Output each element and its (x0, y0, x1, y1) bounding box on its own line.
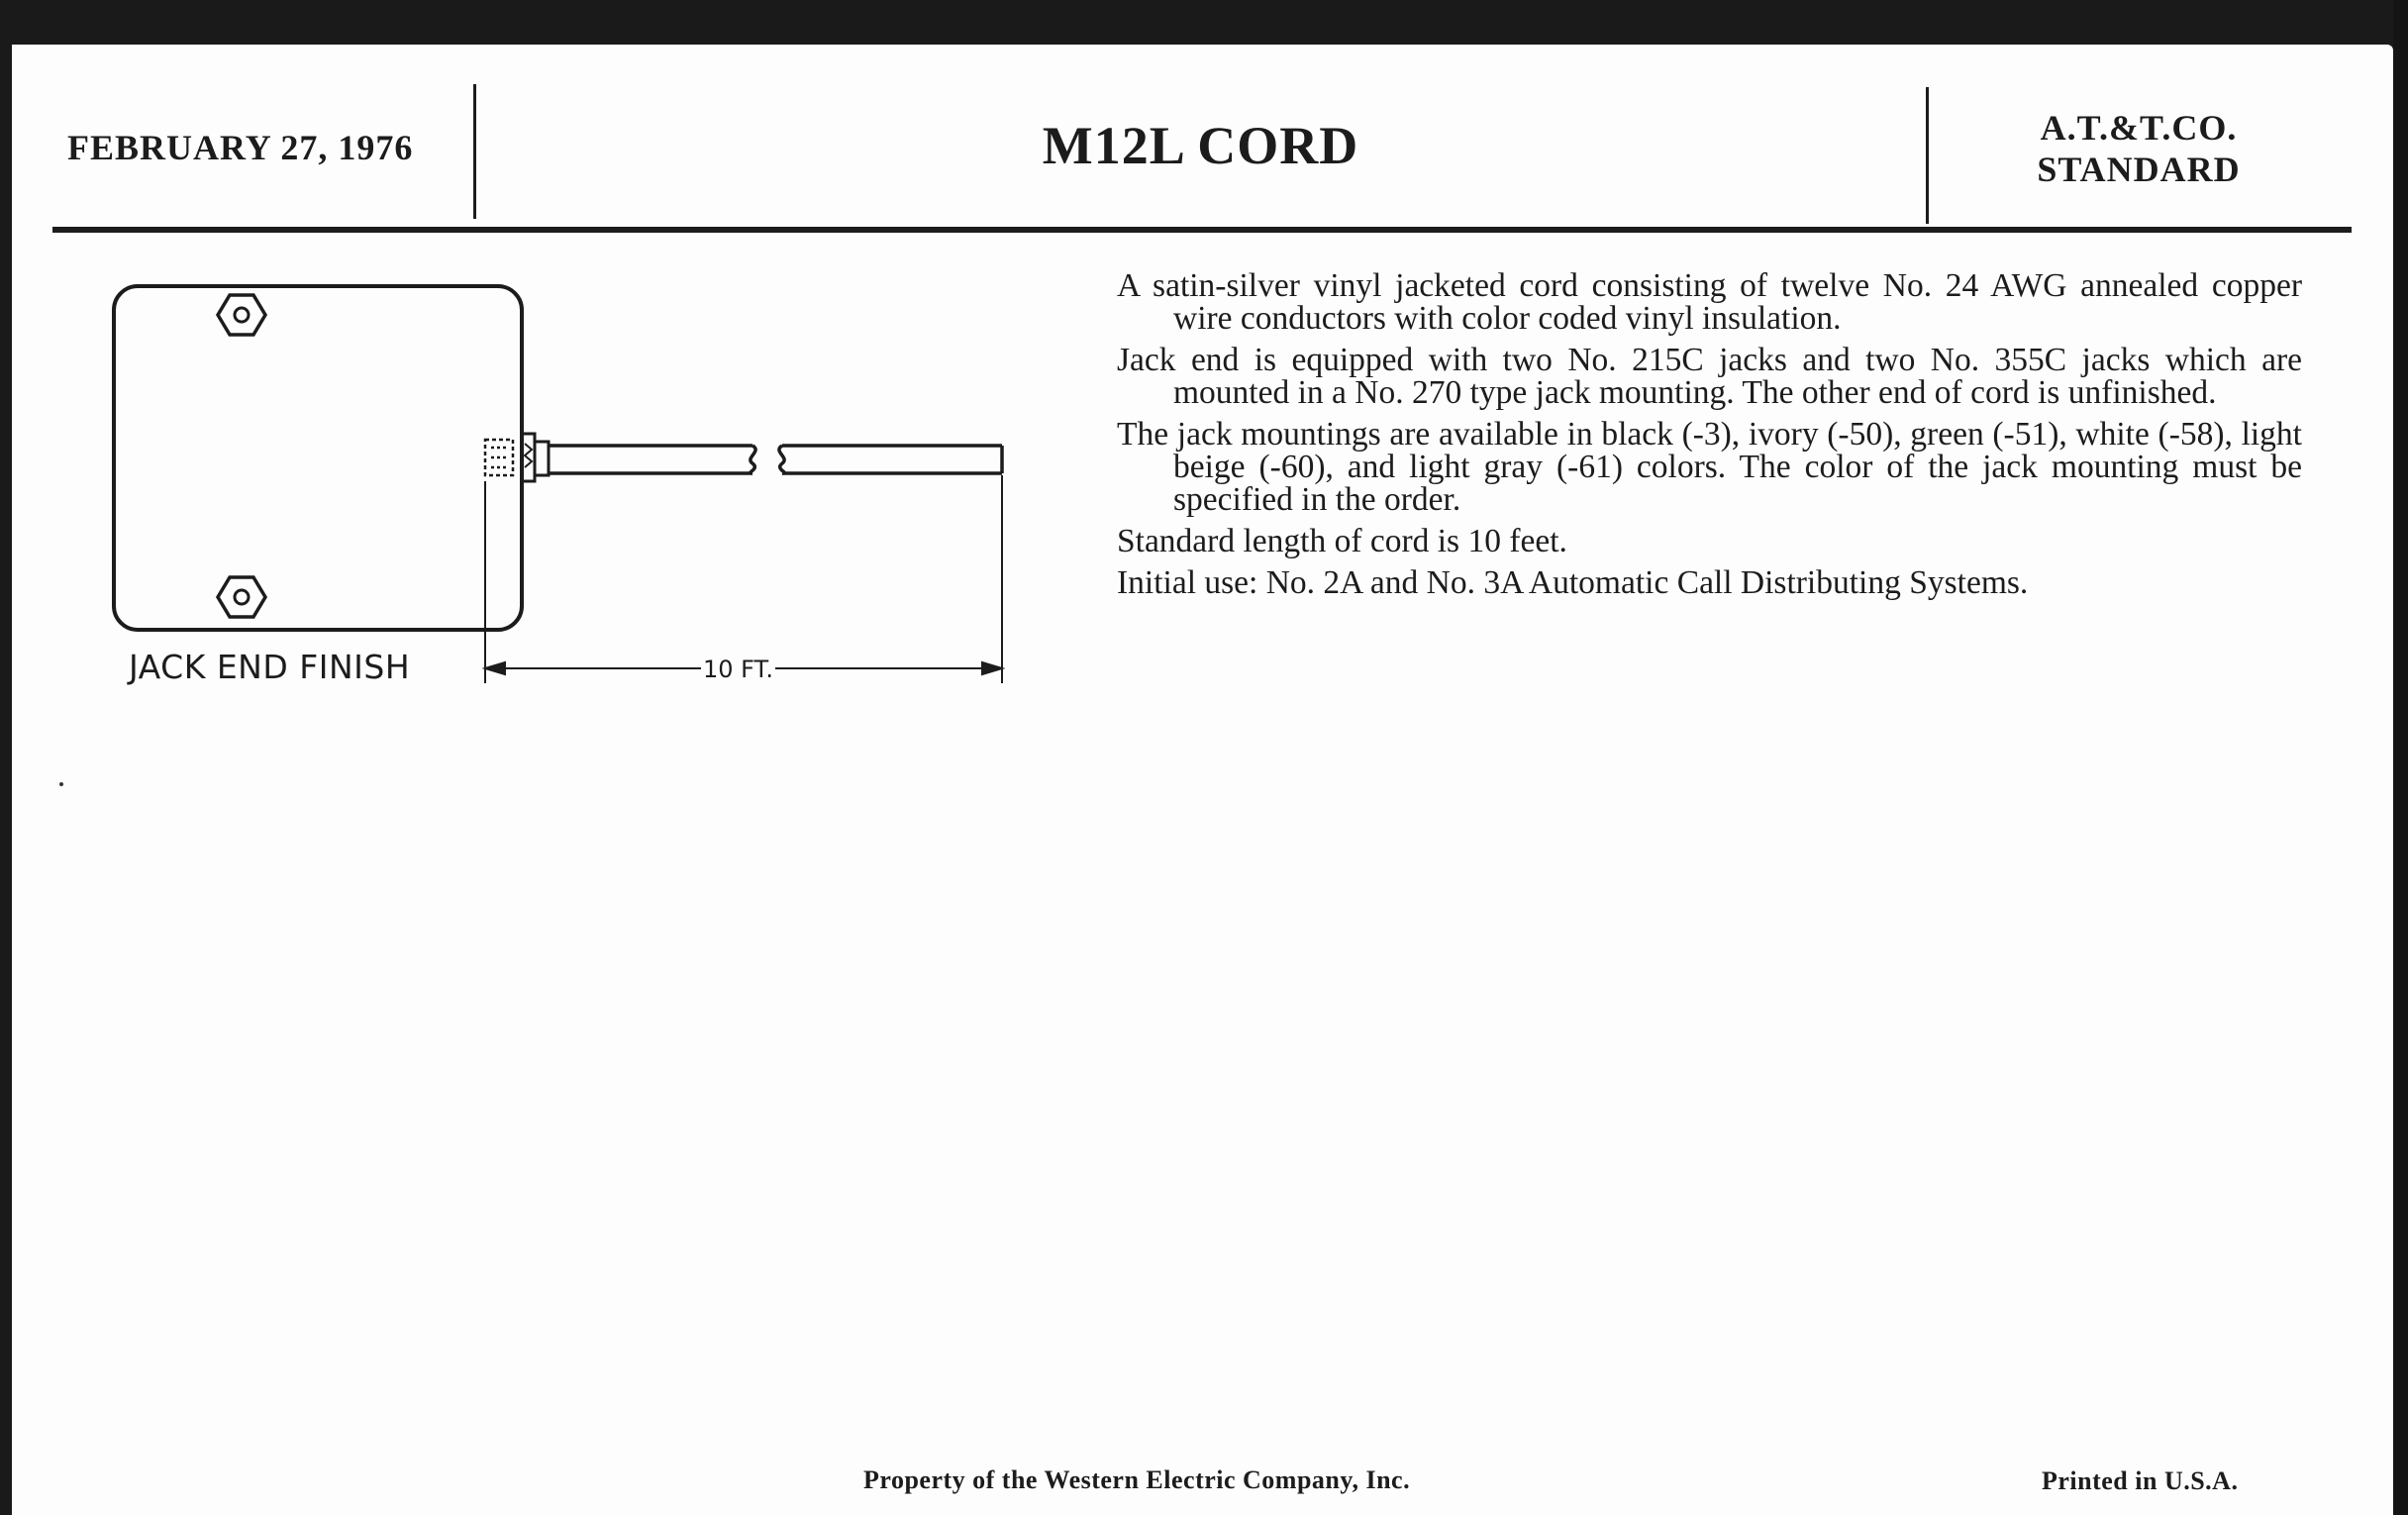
property-notice: Property of the Western Electric Company, Inc. (863, 1465, 1411, 1494)
dimension-line (485, 475, 1002, 683)
mounting-screw-bottom-hole (235, 590, 249, 604)
speck (59, 782, 63, 786)
cord (549, 446, 1002, 473)
header-divider-right (1926, 87, 1929, 224)
cord-strain-relief (485, 434, 549, 481)
description-paragraph: A satin-silver vinyl jacketed cord consisting of twelve No. 24 AWG annealed copper wire conductors with color coded vinyl insulation. (1117, 267, 2302, 337)
mounting-screw-top-hole (235, 308, 249, 322)
description-paragraph: The jack mountings are available in black (-3), ivory (-50), green (-51), white (-58), light beige (-60), and light gray (-61) colors. The color of the jack mounting must be specified in the order. (1117, 416, 2302, 518)
scan-edge (2393, 0, 2408, 1515)
standard-line-2: STANDARD (2037, 150, 2241, 189)
mounting-screw-top (218, 295, 265, 335)
standard-line-1: A.T.&T.CO. (2040, 108, 2238, 148)
issue-date: FEBRUARY 27, 1976 (67, 128, 414, 167)
description-paragraph: Standard length of cord is 10 feet. (1117, 523, 1567, 559)
mounting-screw-bottom (218, 577, 265, 617)
jack-mounting-outline (114, 286, 522, 630)
drawing-caption: JACK END FINISH (129, 648, 411, 686)
description-paragraph: Jack end is equipped with two No. 215C jacks and two No. 355C jacks which are mounted in a No. 270 type jack mounting. The other end of cord is unfinished. (1117, 342, 2302, 411)
dimension-label: 10 FT. (703, 656, 773, 683)
page-title: M12L CORD (1042, 116, 1359, 175)
printed-notice: Printed in U.S.A. (2042, 1466, 2239, 1495)
jack-end-drawing (0, 0, 1089, 753)
description-text (1117, 269, 2302, 608)
description-paragraph: Initial use: No. 2A and No. 3A Automatic Call Distributing Systems. (1117, 564, 2029, 601)
standard-label (1931, 107, 2347, 190)
